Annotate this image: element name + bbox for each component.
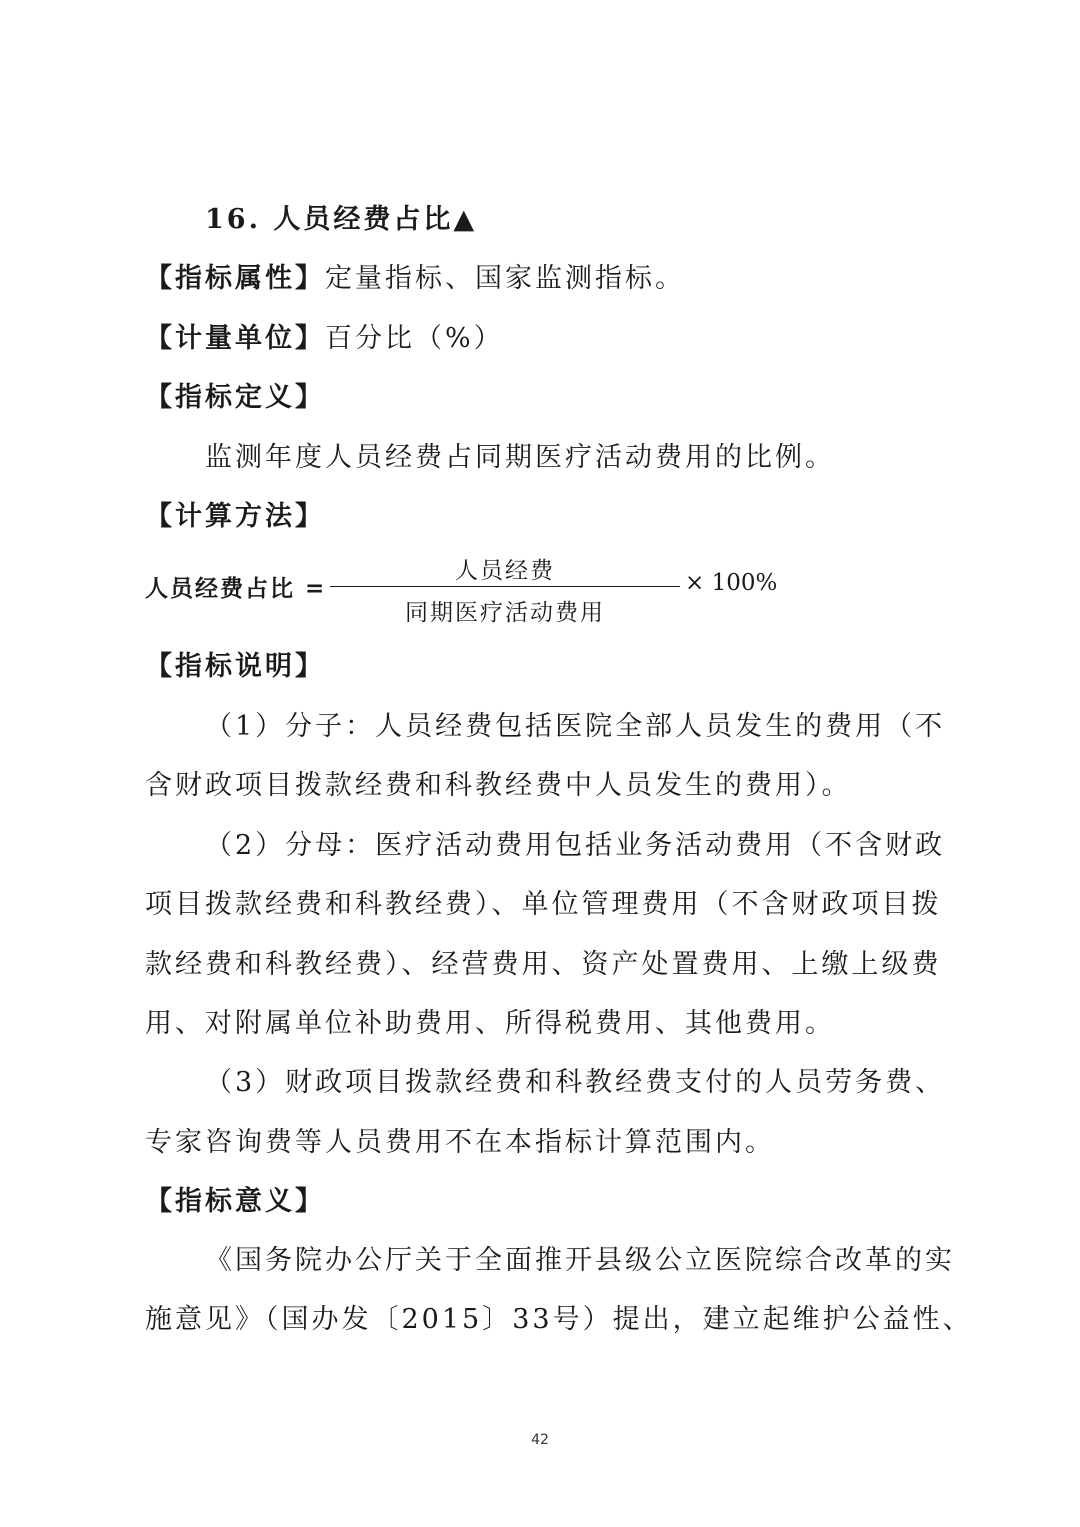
section-title: 16. 人员经费占比▲ [205,204,478,235]
formula-lhs: 人员经费占比 = [145,575,327,602]
explanation-line: 用、对附属单位补助费用、所得税费用、其他费用。 [145,1008,835,1039]
explanation-line: 款经费和科教经费）、经营费用、资产处置费用、上缴上级费 [145,949,942,980]
attribute-label: 【指标属性】 [145,263,325,294]
explanation-line: 项目拨款经费和科教经费）、单位管理费用（不含财政项目拨 [145,889,942,920]
significance-line: 《国务院办公厅关于全面推开县级公立医院综合改革的实 [205,1245,955,1276]
formula-numerator: 人员经费 [455,558,555,584]
attribute-value: 定量指标、国家监测指标。 [325,263,685,294]
explanation-line: 含财政项目拨款经费和科教经费中人员发生的费用）。 [145,770,852,801]
unit-label: 【计量单位】 [145,323,325,354]
calc-formula [145,548,778,628]
definition-text: 监测年度人员经费占同期医疗活动费用的比例。 [205,442,835,473]
explanation-heading: 【指标说明】 [145,651,325,682]
significance-line: 施意见》（国办发〔2015〕33号）提出，建立起维护公益性、 [145,1304,973,1335]
explanation-line: （1）分子：人员经费包括医院全部人员发生的费用（不 [205,711,946,742]
explanation-line: （2）分母：医疗活动费用包括业务活动费用（不含财政 [205,830,946,861]
formula-denominator: 同期医疗活动费用 [405,600,605,626]
significance-heading: 【指标意义】 [145,1186,325,1217]
calc-heading: 【计算方法】 [145,501,325,532]
unit-value: 百分比（%） [325,323,504,354]
attribute-row [145,262,935,296]
explanation-line: （3）财政项目拨款经费和科教经费支付的人员劳务费、 [205,1067,946,1098]
explanation-line: 专家咨询费等人员费用不在本指标计算范围内。 [145,1127,775,1158]
fraction-bar [330,586,680,587]
formula-multiplier: × 100% [685,570,778,596]
page-number: 42 [531,1432,549,1448]
unit-row [145,322,935,356]
definition-heading: 【指标定义】 [145,382,325,413]
